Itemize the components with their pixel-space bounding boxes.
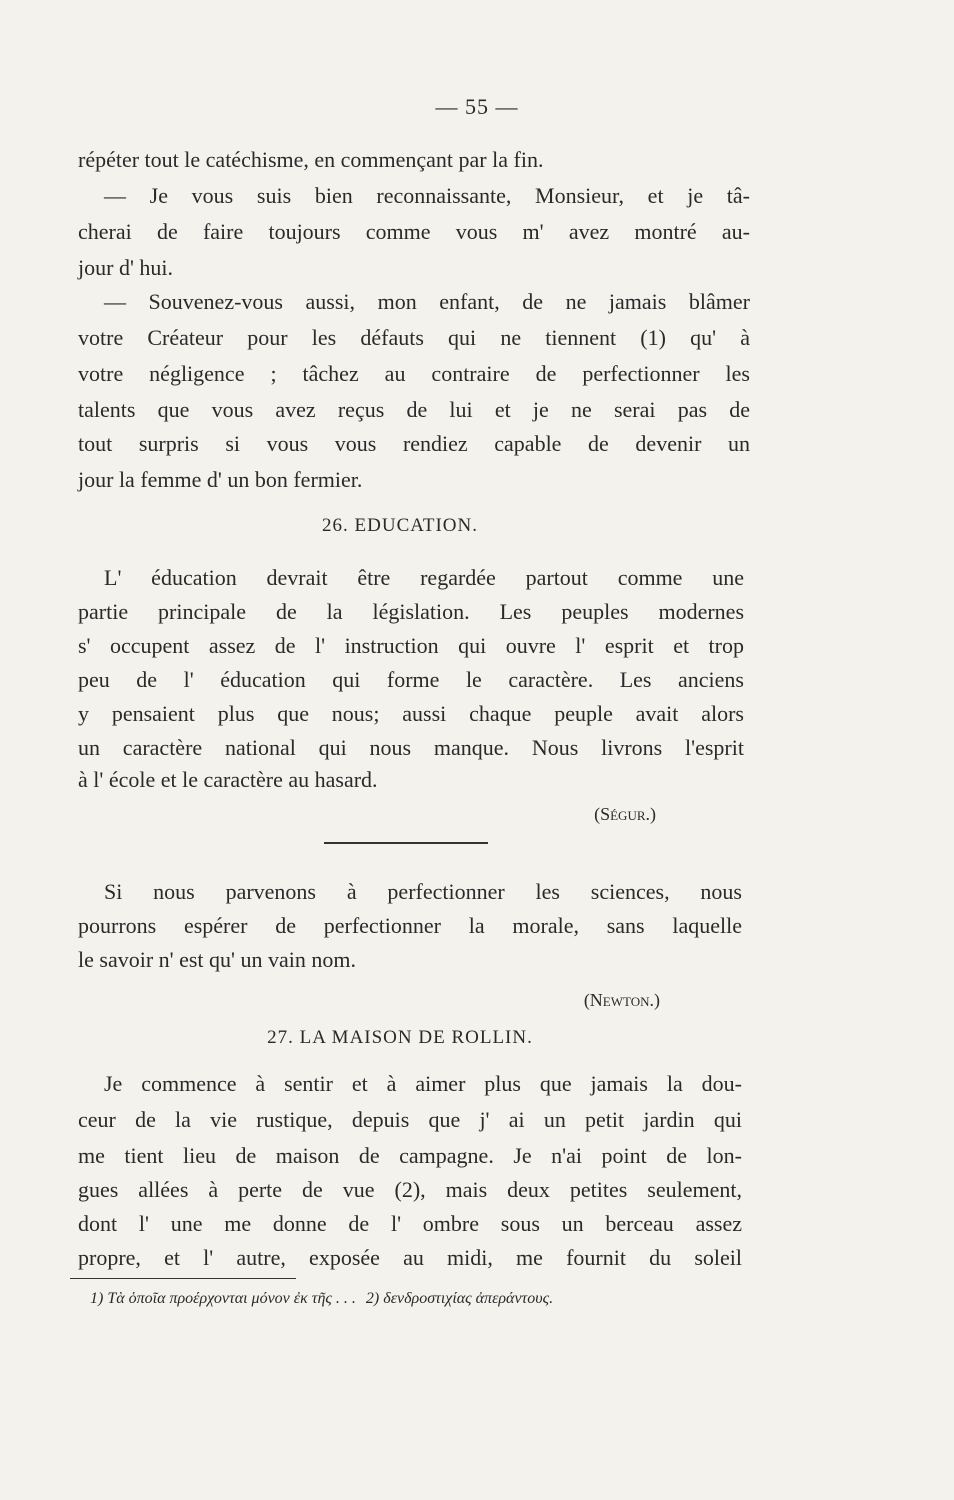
- text-line: ceur de la vie rustique, depuis que j' ai un petit jardin qui: [78, 1107, 742, 1132]
- attribution: (Ségur.): [594, 804, 656, 824]
- text-line: votre négligence ; tâchez au contraire de perfectionner les: [78, 361, 750, 386]
- footnotes: [90, 1287, 740, 1311]
- text-line: L' éducation devrait être regardée partout comme une: [104, 565, 744, 590]
- text-line: dont l' une me donne de l' ombre sous un berceau assez: [78, 1211, 742, 1236]
- text-line: à l' école et le caractère au hasard.: [78, 767, 378, 792]
- text-line: votre Créateur pour les défauts qui ne tiennent (1) qu' à: [78, 325, 750, 350]
- text-line: me tient lieu de maison de campagne. Je n'ai point de lon-: [78, 1143, 742, 1168]
- text-line: gues allées à perte de vue (2), mais deux petites seulement,: [78, 1177, 742, 1202]
- text-line: jour la femme d' un bon fermier.: [78, 467, 363, 492]
- text-line: cherai de faire toujours comme vous m' avez montré au-: [78, 219, 750, 244]
- section-heading: 27. LA MAISON DE ROLLIN.: [267, 1027, 533, 1048]
- attribution: (Newton.): [583, 990, 660, 1010]
- text-line: partie principale de la législation. Les peuples modernes: [78, 599, 744, 624]
- text-line: s' occupent assez de l' instruction qui ouvre l' esprit et trop: [78, 633, 744, 658]
- footnote-2: 2) δενδροστιχίας ἀπεράντους.: [365, 1290, 554, 1307]
- text-line: le savoir n' est qu' un vain nom.: [78, 947, 356, 972]
- text-line: jour d' hui.: [78, 255, 174, 280]
- section-divider: [324, 842, 488, 844]
- text-line: talents que vous avez reçus de lui et je ne serai pas de: [78, 397, 750, 422]
- text-line: un caractère national qui nous manque. Nous livrons l'esprit: [78, 735, 744, 760]
- text-line: y pensaient plus que nous; aussi chaque peuple avait alors: [78, 701, 744, 726]
- footnote-1: 1) Τὰ ὁποῖα προέρχονται μόνον ἐκ τῆς . . .: [90, 1290, 356, 1307]
- text-line: tout surpris si vous vous rendiez capable de devenir un: [78, 431, 750, 456]
- text-line: peu de l' éducation qui forme le caractère. Les anciens: [78, 667, 744, 692]
- text-line: pourrons espérer de perfectionner la morale, sans laquelle: [78, 913, 742, 938]
- page-number: — 55 —: [435, 94, 519, 119]
- text-line: Je commence à sentir et à aimer plus que jamais la dou-: [104, 1071, 742, 1096]
- section-heading: 26. EDUCATION.: [322, 515, 478, 536]
- footnote-rule: [70, 1278, 296, 1279]
- text-line: — Souvenez-vous aussi, mon enfant, de ne jamais blâmer: [104, 289, 750, 314]
- text-line: Si nous parvenons à perfectionner les sciences, nous: [104, 879, 742, 904]
- text-line: propre, et l' autre, exposée au midi, me fournit du soleil: [78, 1245, 742, 1270]
- text-line: — Je vous suis bien reconnaissante, Monsieur, et je tâ-: [104, 183, 750, 208]
- text-line: répéter tout le catéchisme, en commençant par la fin.: [78, 147, 544, 172]
